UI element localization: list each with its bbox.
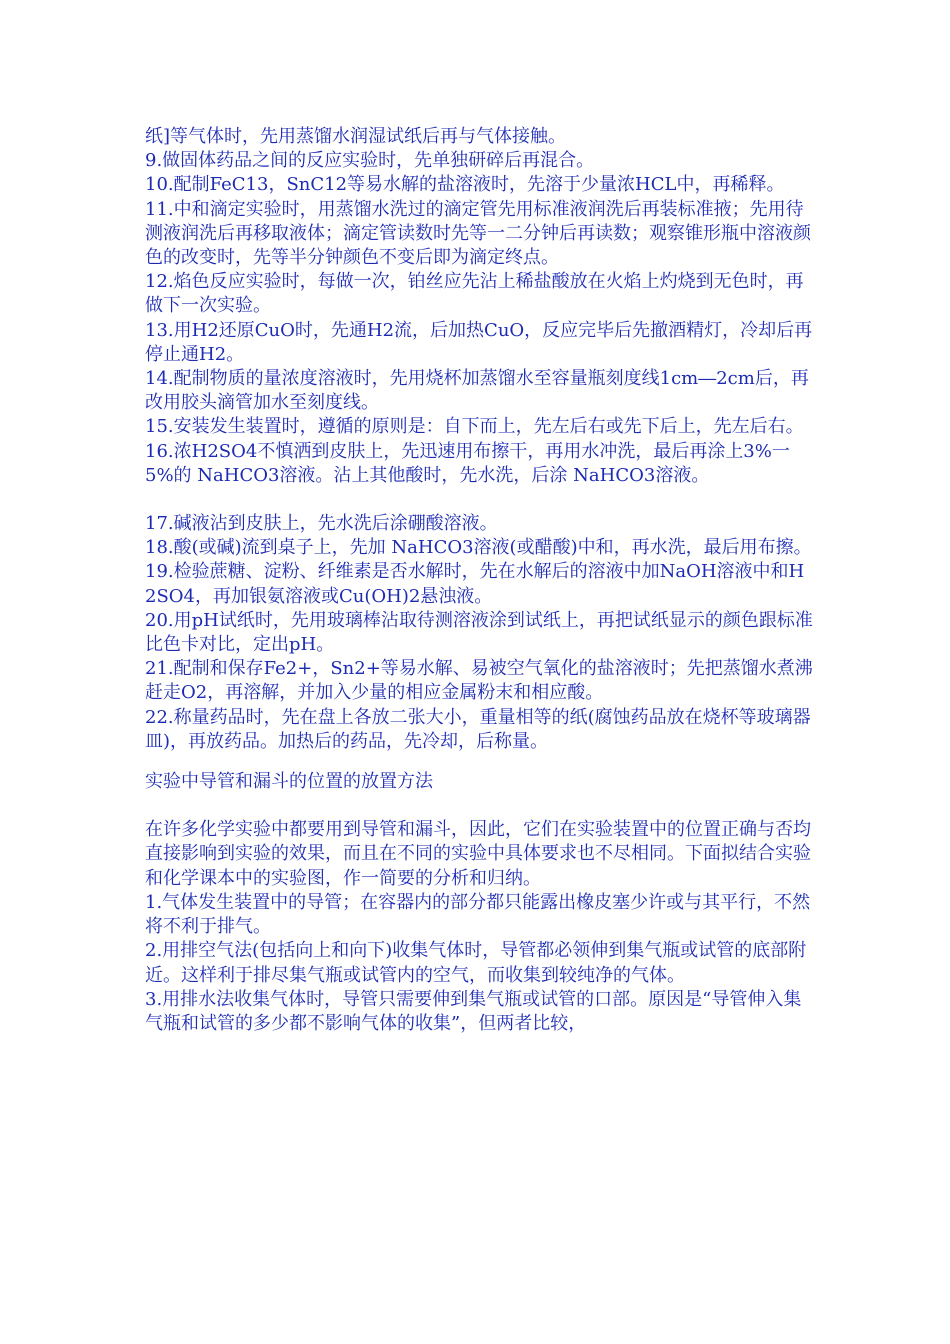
blank-line	[145, 488, 815, 512]
paragraph-item-14: 14.配制物质的量浓度溶液时，先用烧杯加蒸馏水至容量瓶刻度线1cm―2cm后，再改用胶头滴管加水至刻度线。	[145, 368, 809, 414]
section-item-3: 3.用排水法收集气体时，导管只需要伸到集气瓶或试管的口部。原因是“导管伸入集气瓶和试管的多少都不影响气体的收集”，但两者比较，	[145, 988, 802, 1034]
paragraph-item-19: 19.检验蔗糖、淀粉、纤维素是否水解时，先在水解后的溶液中加NaOH溶液中和H2SO4，再加银氨溶液或Cu(OH)2悬浊液。	[145, 561, 805, 607]
document-body	[145, 125, 815, 1036]
paragraph-item-20: 20.用pH试纸时，先用玻璃棒沾取待测溶液涂到试纸上，再把试纸显示的颜色跟标准比色卡对比，定出pH。	[145, 609, 813, 656]
paragraph-item-21: 21.配制和保存Fe2+，Sn2+等易水解、易被空气氧化的盐溶液时；先把蒸馏水煮沸赶走O2，再溶解，并加入少量的相应金属粉末和相应酸。	[145, 658, 813, 704]
paragraph-item-15: 15.安装发生装置时，遵循的原则是：自下而上，先左后右或先下后上，先左后右。	[145, 416, 804, 438]
paragraph-item-16: 16.浓H2SO4不慎洒到皮肤上，先迅速用布擦干，再用水冲洗，最后再涂上3%一5%的 NaHCO3溶液。沾上其他酸时，先水洗，后涂 NaHCO3溶液。	[145, 440, 790, 486]
paragraph-item-18: 18.酸(或碱)流到桌子上，先加 NaHCO3溶液(或醋酸)中和，再水洗，最后用布擦。	[145, 537, 812, 559]
paragraph-item-12: 12.焰色反应实验时，每做一次，铂丝应先沾上稀盐酸放在火焰上灼烧到无色时，再做下一次实验。	[145, 271, 804, 317]
section-item-2: 2.用排空气法(包括向上和向下)收集气体时，导管都必领伸到集气瓶或试管的底部附近。这样利于排尽集气瓶或试管内的空气，而收集到较纯净的气体。	[145, 940, 807, 986]
section-title: 实验中导管和漏斗的位置的放置方法	[145, 771, 433, 793]
section-item-1: 1.气体发生装置中的导管；在容器内的部分都只能露出橡皮塞少许或与其平行，不然将不利于排气。	[145, 891, 811, 938]
paragraph-line: 纸]等气体时，先用蒸馏水润湿试纸后再与气体接触。	[145, 126, 567, 147]
paragraph-item-22: 22.称量药品时，先在盘上各放二张大小，重量相等的纸(腐蚀药品放在烧杯等玻璃器皿)，再放药品。加热后的药品，先冷却，后称量。	[145, 706, 811, 752]
paragraph-item-11: 11.中和滴定实验时，用蒸馏水洗过的滴定管先用标准液润洗后再装标准掖；先用待测液润洗后再移取液体；滴定管读数时先等一二分钟后再读数；观察锥形瓶中溶液颜色的改变时，先等半分钟颜色不变后即为滴定终点。	[145, 198, 811, 269]
paragraph-item-9: 9.做固体药品之间的反应实验时，先单独研碎后再混合。	[145, 150, 595, 172]
paragraph-item-10: 10.配制FeC13，SnC12等易水解的盐溶液时，先溶于少量浓HCL中，再稀释。	[145, 174, 785, 196]
paragraph-item-17: 17.碱液沾到皮肤上，先水洗后涂硼酸溶液。	[145, 513, 498, 535]
section-intro: 在许多化学实验中都要用到导管和漏斗，因此，它们在实验装置中的位置正确与否均直接影响到实验的效果，而且在不同的实验中具体要求也不尽相同。下面拟结合实验和化学课本中的实验图，作一简要的分析和归纳。	[145, 819, 811, 889]
paragraph-item-13: 13.用H2还原CuO时，先通H2流，后加热CuO，反应完毕后先撤酒精灯，冷却后再停止通H2。	[145, 319, 813, 365]
